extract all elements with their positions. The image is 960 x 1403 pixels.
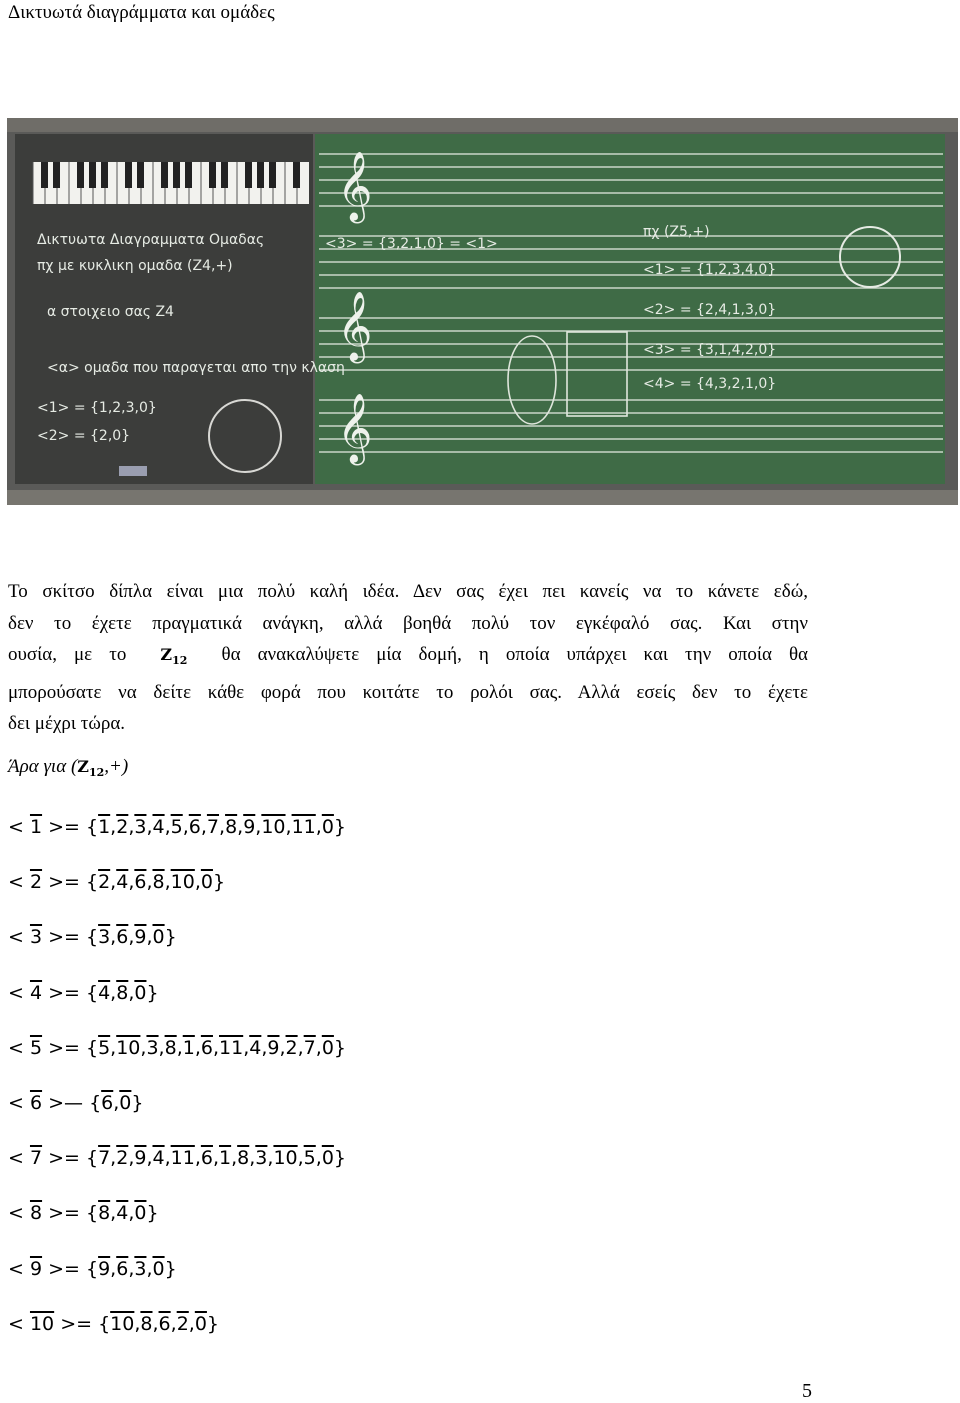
subgroup-equation: < 6 >— {6,0} bbox=[8, 1092, 144, 1114]
set-element: 5 bbox=[98, 1037, 111, 1059]
set-element: 6 bbox=[116, 1258, 129, 1280]
set-element: 3 bbox=[134, 1258, 147, 1280]
chalkboard-photo bbox=[7, 118, 958, 505]
svg-text:𝄞: 𝄞 bbox=[337, 151, 373, 221]
page-header: Δικτυωτά διαγράμματα και ομάδες bbox=[8, 2, 275, 23]
relation: >— bbox=[42, 1092, 90, 1114]
set-element: 7 bbox=[206, 816, 220, 838]
chalkboard-drawing bbox=[7, 118, 958, 505]
relation: >= bbox=[42, 871, 86, 893]
body-paragraph bbox=[8, 576, 808, 740]
subgroup-equation: < 3 >= {3,6,9,0} bbox=[8, 926, 177, 948]
chalk-line: <1> = {1,2,3,0} bbox=[37, 400, 157, 416]
chalk-line: <4> = {4,3,2,1,0} bbox=[643, 376, 777, 392]
set-element: 8 bbox=[152, 871, 165, 893]
chalk-line: <1> = {1,2,3,4,0} bbox=[643, 262, 777, 278]
set-element: 6 bbox=[116, 926, 129, 948]
set-element: 0 bbox=[134, 1202, 147, 1224]
set-element: 4 bbox=[98, 982, 111, 1004]
paragraph-line-start: ουσία, με το bbox=[8, 644, 127, 665]
set-element: 5 bbox=[170, 816, 183, 838]
z12-symbol: $Z_{12}$ bbox=[77, 757, 105, 780]
set-element: 10 bbox=[261, 816, 286, 838]
subgroup-equation: < 4 >= {4,8,0} bbox=[8, 982, 159, 1004]
set-element: 1 bbox=[98, 816, 111, 838]
set-element: 4 bbox=[249, 1037, 262, 1059]
chalk-line: <2> = {2,0} bbox=[37, 428, 131, 444]
set-element: 0 bbox=[321, 1147, 334, 1169]
set-element: 3 bbox=[134, 816, 147, 838]
paragraph-line: Το σκίτσο δίπλα είναι μια πολύ καλή ιδέα. Δεν σας έχει πει κανείς να το κάνετε εδώ, bbox=[8, 581, 808, 602]
set-element: 4 bbox=[152, 1147, 165, 1169]
generator: 4 bbox=[29, 982, 43, 1004]
set-element: 1 bbox=[182, 1037, 195, 1059]
subgroup-equation: < 10 >= {10,8,6,2,0} bbox=[8, 1313, 220, 1335]
subgroup-equation: < 5 >= {5,10,3,8,1,6,11,4,9,2,7,0} bbox=[8, 1037, 346, 1059]
eraser bbox=[119, 466, 147, 476]
relation: >= bbox=[42, 1202, 86, 1224]
relation: >= bbox=[42, 926, 86, 948]
set-element: 8 bbox=[225, 816, 238, 838]
generator: 1 bbox=[29, 816, 43, 838]
piano-keys-drawing bbox=[33, 162, 309, 204]
set-element: 6 bbox=[101, 1092, 114, 1114]
generator: 9 bbox=[29, 1258, 43, 1280]
set-element: 10 bbox=[273, 1147, 298, 1169]
set-element: 10 bbox=[116, 1037, 141, 1059]
set-element: 11 bbox=[219, 1037, 244, 1059]
set-element: 4 bbox=[116, 1202, 129, 1224]
set-element: 2 bbox=[285, 1037, 298, 1059]
set-element: 0 bbox=[321, 816, 334, 838]
chalk-line: πχ με κυκλικη ομαδα (Z4,+) bbox=[37, 258, 233, 274]
set-element: 6 bbox=[200, 1037, 213, 1059]
set-element: 4 bbox=[116, 871, 129, 893]
set-element: 10 bbox=[170, 871, 195, 893]
generator: 10 bbox=[29, 1313, 55, 1335]
set-element: 3 bbox=[98, 926, 111, 948]
subgroup-equation: < 7 >= {7,2,9,4,11,6,1,8,3,10,5,0} bbox=[8, 1147, 346, 1169]
chalk-line: <α> ομαδα που παραγεται απο την κλαση bbox=[47, 360, 345, 376]
subgroup-equation: < 2 >= {2,4,6,8,10,0} bbox=[8, 871, 226, 893]
lead-line: Άρα για $(Z_{12},+)$ bbox=[8, 756, 129, 780]
set-element: 3 bbox=[255, 1147, 268, 1169]
set-element: 6 bbox=[134, 871, 147, 893]
chalk-line: Δικτυωτα Διαγραμματα Ομαδας bbox=[37, 232, 265, 248]
set-element: 0 bbox=[321, 1037, 334, 1059]
set-element: 8 bbox=[164, 1037, 177, 1059]
relation: >= bbox=[54, 1313, 99, 1335]
relation: >= bbox=[42, 1037, 86, 1059]
set-element: 2 bbox=[116, 1147, 129, 1169]
set-element: 0 bbox=[119, 1092, 132, 1114]
set-element: 2 bbox=[116, 816, 129, 838]
set-element: 9 bbox=[134, 926, 147, 948]
set-element: 8 bbox=[98, 1202, 111, 1224]
paragraph-line: μπορούσατε να δείτε κάθε φορά που κοιτάτε το ρολόι σας. Αλλά εσείς δεν το έχετε bbox=[8, 681, 808, 703]
paragraph-line: δει μέχρι τώρα. bbox=[8, 713, 126, 735]
set-element: 0 bbox=[134, 982, 147, 1004]
set-element: 2 bbox=[176, 1313, 189, 1335]
chalk-line: α στοιχειο σας Z4 bbox=[47, 304, 174, 320]
set-element: 0 bbox=[152, 926, 165, 948]
set-element: 8 bbox=[140, 1313, 153, 1335]
set-element: 7 bbox=[303, 1037, 316, 1059]
set-element: 8 bbox=[237, 1147, 250, 1169]
svg-text:𝄞: 𝄞 bbox=[337, 291, 373, 361]
set-element: 2 bbox=[98, 871, 111, 893]
chalk-line: <3> = {3,1,4,2,0} bbox=[643, 342, 777, 358]
set-element: 1 bbox=[219, 1147, 232, 1169]
relation: >= bbox=[42, 816, 86, 838]
set-element: 9 bbox=[267, 1037, 280, 1059]
set-element: 6 bbox=[158, 1313, 171, 1335]
set-element: 11 bbox=[291, 816, 316, 838]
subgroup-equation: < 9 >= {9,6,3,0} bbox=[8, 1258, 177, 1280]
set-element: 0 bbox=[200, 871, 213, 893]
generator: 5 bbox=[29, 1037, 43, 1059]
chalk-line: <2> = {2,4,1,3,0} bbox=[643, 302, 777, 318]
set-element: 6 bbox=[200, 1147, 213, 1169]
chalk-line: <3> = {3,2,1,0} = <1> bbox=[325, 236, 498, 252]
right-board bbox=[315, 134, 945, 484]
paragraph-line-end: θα ανακαλύψετε μία δομή, η οποία υπάρχει και την οποία θα bbox=[221, 644, 809, 665]
generator: 6 bbox=[29, 1092, 43, 1114]
set-element: 11 bbox=[170, 1147, 195, 1169]
set-element: 0 bbox=[152, 1258, 165, 1280]
treble-clef-drawings bbox=[337, 151, 372, 465]
set-element: 3 bbox=[146, 1037, 159, 1059]
relation: >= bbox=[42, 982, 86, 1004]
page-number: 5 bbox=[802, 1380, 812, 1402]
set-element: 0 bbox=[194, 1313, 207, 1335]
set-element: 10 bbox=[110, 1313, 135, 1335]
set-element: 7 bbox=[98, 1147, 111, 1169]
set-element: 8 bbox=[116, 982, 129, 1004]
generator: 8 bbox=[29, 1202, 43, 1224]
relation: >= bbox=[42, 1147, 86, 1169]
set-element: 9 bbox=[98, 1258, 111, 1280]
paragraph-line: δεν το έχετε πραγματικά ανάγκη, αλλά βοηθά πολύ τον εγκέφαλό σας. Και στην bbox=[8, 612, 808, 634]
set-element: 5 bbox=[303, 1147, 316, 1169]
set-element: 9 bbox=[134, 1147, 147, 1169]
relation: >= bbox=[42, 1258, 86, 1280]
subgroup-equation: < 8 >= {8,4,0} bbox=[8, 1202, 159, 1224]
generator: 2 bbox=[29, 871, 43, 893]
svg-text:𝄞: 𝄞 bbox=[337, 393, 373, 463]
chalk-line: πχ (Z5,+) bbox=[643, 224, 710, 240]
set-element: 4 bbox=[152, 816, 165, 838]
set-element: 9 bbox=[243, 816, 256, 838]
generator: 7 bbox=[29, 1147, 43, 1169]
set-element: 6 bbox=[188, 816, 201, 838]
paragraph-line bbox=[8, 639, 808, 677]
subgroup-equation: < 1 >= {1,2,3,4,5,6,7,8,9,10,11,0} bbox=[8, 816, 346, 838]
z12-symbol: $Z_{12}$ bbox=[160, 645, 188, 668]
generator: 3 bbox=[29, 926, 43, 948]
